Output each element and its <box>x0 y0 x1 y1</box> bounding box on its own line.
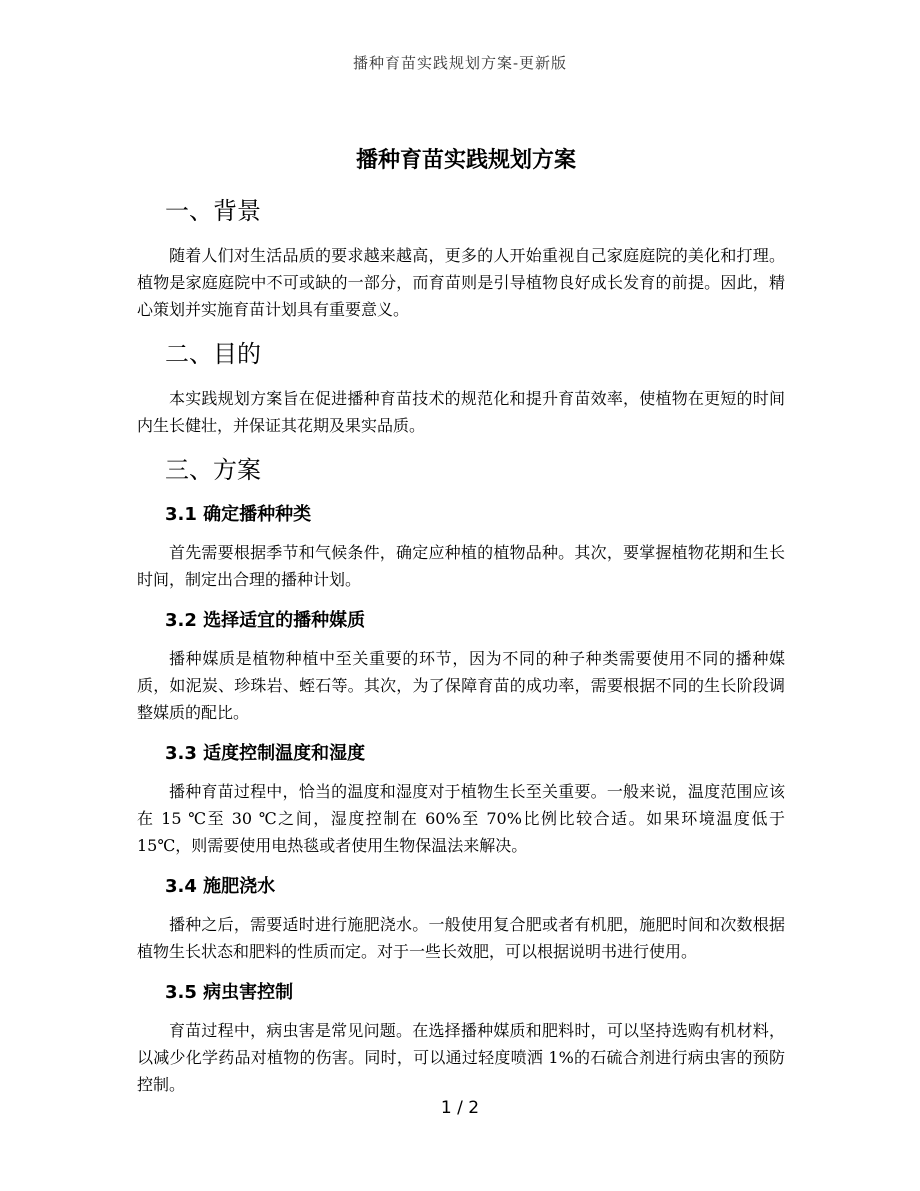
document-body <box>137 140 785 1112</box>
document-title: 播种育苗实践规划方案 <box>355 147 576 173</box>
paragraph-background: 随着人们对生活品质的要求越来越高，更多的人开始重视自己家庭庭院的美化和打理。植物是家庭庭院中不可或缺的一部分，而育苗则是引导植物良好成长发育的前提。因此，精心策划并实施育苗计划具有重要意义。 <box>137 246 785 319</box>
subsection-heading-3-5: 3.5 病虫害控制 <box>165 982 294 1003</box>
subsection-heading-3-4: 3.4 施肥浇水 <box>165 876 276 897</box>
paragraph-3-3: 播种育苗过程中，恰当的温度和湿度对于植物生长至关重要。一般来说，温度范围应该在 15 ℃至 30 ℃之间，湿度控制在 60%至 70%比例比较合适。如果环境温度低于 15℃，则需要使用电热毯或者使用生物保温法来解决。 <box>137 782 785 855</box>
page-number: 1 / 2 <box>440 1098 480 1118</box>
paragraph-3-1: 首先需要根据季节和气候条件，确定应种植的植物品种。其次，要掌握植物花期和生长时间，制定出合理的播种计划。 <box>137 543 785 589</box>
paragraph-3-2: 播种媒质是植物种植中至关重要的环节，因为不同的种子种类需要使用不同的播种媒质，如泥炭、珍珠岩、蛭石等。其次，为了保障育苗的成功率，需要根据不同的生长阶段调整媒质的配比。 <box>137 649 785 722</box>
running-header: 播种育苗实践规划方案-更新版 <box>352 54 568 72</box>
paragraph-3-4: 播种之后，需要适时进行施肥浇水。一般使用复合肥或者有机肥，施肥时间和次数根据植物生长状态和肥料的性质而定。对于一些长效肥，可以根据说明书进行使用。 <box>137 915 785 961</box>
subsection-heading-3-3: 3.3 适度控制温度和湿度 <box>165 743 366 764</box>
subsection-heading-3-2: 3.2 选择适宜的播种媒质 <box>165 610 366 631</box>
section-heading-purpose: 二、目的 <box>165 340 261 368</box>
subsection-heading-3-1: 3.1 确定播种种类 <box>165 504 312 525</box>
paragraph-purpose: 本实践规划方案旨在促进播种育苗技术的规范化和提升育苗效率，使植物在更短的时间内生长健壮，并保证其花期及果实品质。 <box>137 389 785 435</box>
paragraph-3-5: 育苗过程中，病虫害是常见问题。在选择播种媒质和肥料时，可以坚持选购有机材料，以减少化学药品对植物的伤害。同时，可以通过轻度喷洒 1%的石硫合剂进行病虫害的预防控制。 <box>137 1021 785 1094</box>
section-heading-background: 一、背景 <box>165 197 261 225</box>
section-heading-plan: 三、方案 <box>165 456 261 484</box>
